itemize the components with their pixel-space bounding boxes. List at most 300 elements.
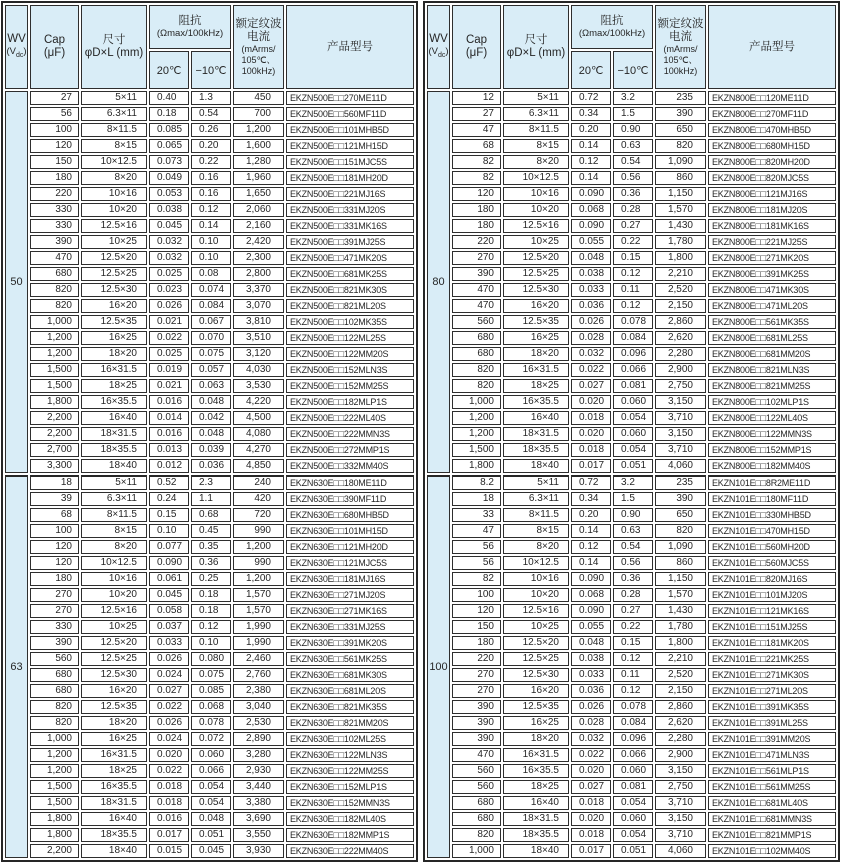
cell-capacitance: 1,500 — [30, 379, 79, 393]
cell-part-number: EKZN630E□□181MJ16S — [286, 572, 414, 586]
table-row — [427, 668, 836, 682]
cell-impedance-20c: 0.026 — [149, 652, 189, 666]
table-row — [5, 668, 414, 682]
cell-capacitance: 1,500 — [452, 443, 501, 457]
cell-capacitance: 18 — [452, 492, 501, 506]
cell-impedance-minus10c: 0.11 — [613, 668, 653, 682]
cell-capacitance: 390 — [30, 235, 79, 249]
cell-impedance-20c: 0.032 — [149, 235, 189, 249]
cell-ripple-current: 4,080 — [233, 427, 284, 441]
cell-part-number: EKZN630E□□102ML25S — [286, 732, 414, 746]
cell-impedance-20c: 0.019 — [149, 363, 189, 377]
cell-part-number: EKZN101E□□391ML25S — [708, 716, 836, 730]
cell-capacitance: 56 — [30, 107, 79, 121]
cell-part-number: EKZN630E□□122MLN3S — [286, 748, 414, 762]
cell-impedance-20c: 0.40 — [149, 91, 189, 105]
cell-ripple-current: 2,460 — [233, 652, 284, 666]
cell-impedance-minus10c: 0.054 — [191, 796, 231, 810]
cell-part-number: EKZN101E□□821MMP1S — [708, 828, 836, 842]
cell-impedance-20c: 0.14 — [571, 556, 611, 570]
cell-ripple-current: 2,890 — [233, 732, 284, 746]
cell-impedance-minus10c: 0.096 — [613, 347, 653, 361]
cell-size: 18×40 — [81, 844, 147, 858]
cell-size: 12.5×25 — [81, 652, 147, 666]
cell-capacitance: 27 — [452, 107, 501, 121]
cell-capacitance: 2,200 — [30, 844, 79, 858]
cell-capacitance: 560 — [452, 780, 501, 794]
cell-impedance-minus10c: 0.12 — [613, 267, 653, 281]
cell-size: 10×16 — [503, 187, 569, 201]
cell-ripple-current: 3,150 — [655, 764, 706, 778]
table-row — [5, 475, 414, 490]
cell-ripple-current: 2,280 — [655, 732, 706, 746]
table-row — [5, 540, 414, 554]
cell-ripple-current: 2,760 — [233, 668, 284, 682]
cell-ripple-current: 2,860 — [655, 700, 706, 714]
cell-capacitance: 270 — [30, 588, 79, 602]
cell-impedance-minus10c: 0.35 — [191, 540, 231, 554]
cell-capacitance: 1,200 — [452, 411, 501, 425]
cell-size: 16×35.5 — [503, 395, 569, 409]
cell-part-number: EKZN500E□□122MM20S — [286, 347, 414, 361]
cell-part-number: EKZN500E□□681MK25S — [286, 267, 414, 281]
cell-capacitance: 330 — [30, 203, 79, 217]
cell-ripple-current: 2,900 — [655, 748, 706, 762]
table-row — [5, 139, 414, 153]
cell-part-number: EKZN101E□□121MK16S — [708, 604, 836, 618]
cell-part-number: EKZN500E□□222ML40S — [286, 411, 414, 425]
cell-size: 12.5×30 — [81, 283, 147, 297]
cell-capacitance: 3,300 — [30, 459, 79, 473]
cell-size: 18×40 — [503, 459, 569, 473]
cell-impedance-minus10c: 0.36 — [613, 572, 653, 586]
cell-part-number: EKZN101E□□471MLN3S — [708, 748, 836, 762]
cell-impedance-20c: 0.033 — [571, 668, 611, 682]
cell-impedance-minus10c: 3.2 — [613, 91, 653, 105]
cell-impedance-minus10c: 2.3 — [191, 475, 231, 490]
table-row — [427, 347, 836, 361]
table-row — [427, 556, 836, 570]
cell-part-number: EKZN101E□□820MJ16S — [708, 572, 836, 586]
cell-impedance-minus10c: 0.28 — [613, 588, 653, 602]
cell-impedance-20c: 0.017 — [571, 459, 611, 473]
cell-impedance-minus10c: 0.048 — [191, 812, 231, 826]
cell-part-number: EKZN101E□□560MJC5S — [708, 556, 836, 570]
cell-ripple-current: 720 — [233, 508, 284, 522]
cell-capacitance: 12 — [452, 91, 501, 105]
cell-impedance-minus10c: 0.048 — [191, 395, 231, 409]
cell-impedance-minus10c: 0.042 — [191, 411, 231, 425]
cell-impedance-minus10c: 0.15 — [613, 251, 653, 265]
cell-impedance-20c: 0.20 — [571, 123, 611, 137]
table-row — [427, 379, 836, 393]
cell-ripple-current: 1,650 — [233, 187, 284, 201]
cell-size: 16×40 — [503, 796, 569, 810]
cell-part-number: EKZN800E□□391MK25S — [708, 267, 836, 281]
spec-table-right — [423, 1, 840, 862]
cell-part-number: EKZN500E□□121MH15D — [286, 139, 414, 153]
cell-part-number: EKZN500E□□222MMN3S — [286, 427, 414, 441]
table-row — [5, 620, 414, 634]
cell-impedance-minus10c: 0.054 — [613, 411, 653, 425]
table-row — [5, 492, 414, 506]
cell-capacitance: 470 — [452, 748, 501, 762]
cell-size: 5×11 — [81, 91, 147, 105]
cell-part-number: EKZN800E□□152MMP1S — [708, 443, 836, 457]
cell-capacitance: 120 — [452, 604, 501, 618]
cell-ripple-current: 3,710 — [655, 443, 706, 457]
cell-capacitance: 120 — [30, 540, 79, 554]
cell-size: 18×25 — [81, 764, 147, 778]
table-row — [5, 572, 414, 586]
cell-part-number: EKZN800E□□821MLN3S — [708, 363, 836, 377]
cell-impedance-minus10c: 0.084 — [191, 299, 231, 313]
cell-ripple-current: 240 — [233, 475, 284, 490]
cell-part-number: EKZN800E□□102MLP1S — [708, 395, 836, 409]
cell-impedance-20c: 0.12 — [571, 155, 611, 169]
cell-size: 12.5×35 — [81, 700, 147, 714]
cell-capacitance: 100 — [30, 524, 79, 538]
cell-impedance-minus10c: 0.078 — [613, 700, 653, 714]
table-row — [5, 379, 414, 393]
cell-part-number: EKZN800E□□820MH20D — [708, 155, 836, 169]
table-header — [427, 5, 836, 89]
table-row — [5, 363, 414, 377]
cell-ripple-current: 1,570 — [655, 588, 706, 602]
cell-size: 10×12.5 — [503, 556, 569, 570]
table-row — [5, 251, 414, 265]
table-row — [427, 652, 836, 666]
table-row — [5, 395, 414, 409]
table-row — [427, 812, 836, 826]
table-row — [427, 123, 836, 137]
cell-size: 10×16 — [81, 187, 147, 201]
header-wv-line1: WV — [429, 32, 448, 45]
cell-ripple-current: 390 — [655, 107, 706, 121]
cell-impedance-minus10c: 0.051 — [191, 828, 231, 842]
cell-size: 18×20 — [503, 347, 569, 361]
cell-impedance-20c: 0.055 — [571, 620, 611, 634]
cell-part-number: EKZN630E□□180ME11D — [286, 475, 414, 490]
cell-capacitance: 270 — [452, 684, 501, 698]
cell-impedance-minus10c: 0.10 — [191, 251, 231, 265]
cell-size: 12.5×20 — [503, 251, 569, 265]
header-capacitance: Cap (μF) — [452, 5, 501, 89]
cell-impedance-20c: 0.022 — [149, 700, 189, 714]
cell-capacitance: 680 — [452, 331, 501, 345]
table-row — [5, 267, 414, 281]
cell-impedance-minus10c: 0.075 — [191, 347, 231, 361]
cell-impedance-20c: 0.027 — [571, 780, 611, 794]
cell-capacitance: 390 — [452, 732, 501, 746]
cell-part-number: EKZN800E□□470MHB5D — [708, 123, 836, 137]
cell-part-number: EKZN800E□□122ML40S — [708, 411, 836, 425]
cell-part-number: EKZN630E□□681MK30S — [286, 668, 414, 682]
cell-impedance-minus10c: 0.096 — [613, 732, 653, 746]
cell-size: 12.5×30 — [503, 283, 569, 297]
table-row — [427, 411, 836, 425]
table-header — [5, 5, 414, 89]
cell-ripple-current: 1,280 — [233, 155, 284, 169]
cell-capacitance: 2,700 — [30, 443, 79, 457]
cell-size: 6.3×11 — [503, 492, 569, 506]
cell-size: 8×20 — [81, 171, 147, 185]
cell-part-number: EKZN101E□□271MK30S — [708, 668, 836, 682]
cell-impedance-20c: 0.090 — [571, 187, 611, 201]
table-row — [5, 171, 414, 185]
table-row — [427, 395, 836, 409]
cell-ripple-current: 1,600 — [233, 139, 284, 153]
cell-ripple-current: 650 — [655, 123, 706, 137]
cell-impedance-20c: 0.026 — [149, 299, 189, 313]
cell-ripple-current: 1,570 — [655, 203, 706, 217]
cell-size: 16×25 — [81, 732, 147, 746]
cell-capacitance: 220 — [452, 652, 501, 666]
table-row — [427, 620, 836, 634]
cell-size: 16×35.5 — [81, 780, 147, 794]
cell-part-number: EKZN500E□□331MJ20S — [286, 203, 414, 217]
cell-impedance-20c: 0.032 — [571, 347, 611, 361]
cell-impedance-minus10c: 0.54 — [613, 540, 653, 554]
cell-capacitance: 120 — [30, 556, 79, 570]
cell-capacitance: 180 — [452, 636, 501, 650]
cell-part-number: EKZN101E□□561MM25S — [708, 780, 836, 794]
header-part-number: 产品型号 — [286, 5, 414, 89]
cell-ripple-current: 3,710 — [655, 411, 706, 425]
cell-ripple-current: 2,210 — [655, 267, 706, 281]
cell-part-number: EKZN630E□□391MK20S — [286, 636, 414, 650]
cell-size: 16×25 — [503, 331, 569, 345]
header-impedance-20c: 20℃ — [149, 51, 189, 89]
table-row — [427, 299, 836, 313]
cell-impedance-20c: 0.020 — [571, 764, 611, 778]
cell-impedance-minus10c: 0.060 — [613, 812, 653, 826]
cell-ripple-current: 1,090 — [655, 540, 706, 554]
cell-voltage: 50 — [5, 91, 28, 473]
cell-capacitance: 47 — [452, 524, 501, 538]
cell-ripple-current: 1,150 — [655, 572, 706, 586]
cell-impedance-20c: 0.022 — [571, 748, 611, 762]
table-row — [427, 764, 836, 778]
cell-part-number: EKZN800E□□561MK35S — [708, 315, 836, 329]
cell-capacitance: 560 — [30, 652, 79, 666]
table-row — [427, 636, 836, 650]
cell-capacitance: 180 — [30, 572, 79, 586]
table-row — [427, 91, 836, 105]
cell-impedance-minus10c: 0.067 — [191, 315, 231, 329]
table-row — [5, 684, 414, 698]
table-row — [5, 123, 414, 137]
cell-ripple-current: 1,430 — [655, 219, 706, 233]
table-row — [427, 203, 836, 217]
table-row — [5, 716, 414, 730]
cell-size: 18×31.5 — [503, 812, 569, 826]
cell-impedance-minus10c: 0.070 — [191, 331, 231, 345]
cell-part-number: EKZN800E□□471MK30S — [708, 283, 836, 297]
cell-impedance-20c: 0.017 — [571, 844, 611, 858]
cell-impedance-minus10c: 0.56 — [613, 556, 653, 570]
cell-capacitance: 180 — [452, 219, 501, 233]
table-row — [5, 427, 414, 441]
cell-size: 16×31.5 — [81, 363, 147, 377]
cell-impedance-20c: 0.34 — [571, 107, 611, 121]
cell-impedance-minus10c: 0.28 — [613, 203, 653, 217]
cell-impedance-minus10c: 0.036 — [191, 459, 231, 473]
cell-impedance-minus10c: 1.3 — [191, 91, 231, 105]
cell-impedance-20c: 0.020 — [571, 812, 611, 826]
cell-impedance-20c: 0.038 — [149, 203, 189, 217]
cell-ripple-current: 3,550 — [233, 828, 284, 842]
cell-ripple-current: 2,930 — [233, 764, 284, 778]
cell-ripple-current: 390 — [655, 492, 706, 506]
cell-impedance-minus10c: 0.066 — [613, 748, 653, 762]
cell-part-number: EKZN500E□□221MJ16S — [286, 187, 414, 201]
cell-capacitance: 56 — [452, 540, 501, 554]
cell-ripple-current: 1,200 — [233, 123, 284, 137]
cell-impedance-minus10c: 0.10 — [191, 235, 231, 249]
cell-impedance-20c: 0.24 — [149, 492, 189, 506]
header-wv-unit: $(V_{dc})$ — [6, 45, 27, 59]
cell-part-number: EKZN500E□□122ML25S — [286, 331, 414, 345]
table-row — [5, 700, 414, 714]
cell-impedance-minus10c: 0.057 — [191, 363, 231, 377]
cell-impedance-20c: 0.027 — [149, 684, 189, 698]
cell-impedance-20c: 0.033 — [571, 283, 611, 297]
cell-part-number: EKZN500E□□102MK35S — [286, 315, 414, 329]
cell-part-number: EKZN630E□□561MK25S — [286, 652, 414, 666]
cell-capacitance: 330 — [30, 620, 79, 634]
cell-size: 18×31.5 — [81, 427, 147, 441]
cell-ripple-current: 2,280 — [655, 347, 706, 361]
cell-ripple-current: 1,200 — [233, 572, 284, 586]
cell-ripple-current: 1,960 — [233, 171, 284, 185]
cell-ripple-current: 1,090 — [655, 155, 706, 169]
cell-impedance-20c: 0.058 — [149, 604, 189, 618]
cell-part-number: EKZN630E□□271MK16S — [286, 604, 414, 618]
cell-impedance-20c: 0.026 — [149, 716, 189, 730]
table-row — [5, 331, 414, 345]
cell-size: 10×25 — [81, 235, 147, 249]
cell-impedance-minus10c: 0.45 — [191, 524, 231, 538]
cell-part-number: EKZN101E□□271ML20S — [708, 684, 836, 698]
cell-impedance-20c: 0.038 — [571, 652, 611, 666]
cell-ripple-current: 1,200 — [233, 540, 284, 554]
cell-impedance-minus10c: 0.22 — [613, 235, 653, 249]
cell-size: 12.5×25 — [503, 652, 569, 666]
cell-ripple-current: 1,570 — [233, 588, 284, 602]
cell-impedance-minus10c: 0.054 — [613, 796, 653, 810]
cell-impedance-minus10c: 0.074 — [191, 283, 231, 297]
cell-ripple-current: 1,570 — [233, 604, 284, 618]
cell-impedance-20c: 0.055 — [571, 235, 611, 249]
cell-size: 8×11.5 — [503, 123, 569, 137]
cell-impedance-minus10c: 0.90 — [613, 123, 653, 137]
cell-size: 8×15 — [81, 524, 147, 538]
table-row — [427, 267, 836, 281]
cell-impedance-minus10c: 0.051 — [613, 459, 653, 473]
cell-size: 6.3×11 — [81, 492, 147, 506]
cell-impedance-20c: 0.027 — [571, 379, 611, 393]
cell-impedance-20c: 0.14 — [571, 171, 611, 185]
cell-size: 6.3×11 — [503, 107, 569, 121]
cell-part-number: EKZN101E□□221MK25S — [708, 652, 836, 666]
cell-impedance-20c: 0.045 — [149, 219, 189, 233]
cell-impedance-minus10c: 0.22 — [613, 620, 653, 634]
cell-part-number: EKZN500E□□270ME11D — [286, 91, 414, 105]
table-row — [427, 572, 836, 586]
cell-size: 8×20 — [81, 540, 147, 554]
table-row — [427, 700, 836, 714]
cell-size: 12.5×35 — [503, 315, 569, 329]
cell-impedance-minus10c: 0.16 — [191, 187, 231, 201]
header-wv-line1: WV — [7, 32, 26, 45]
cell-size: 18×20 — [503, 732, 569, 746]
cell-capacitance: 270 — [452, 251, 501, 265]
cell-ripple-current: 2,420 — [233, 235, 284, 249]
cell-impedance-20c: 0.090 — [571, 219, 611, 233]
cell-size: 5×11 — [81, 475, 147, 490]
table-row — [427, 107, 836, 121]
cell-impedance-20c: 0.018 — [571, 828, 611, 842]
cell-ripple-current: 860 — [655, 556, 706, 570]
table-row — [427, 443, 836, 457]
cell-impedance-20c: 0.020 — [571, 395, 611, 409]
cell-part-number: EKZN500E□□821MK30S — [286, 283, 414, 297]
cell-ripple-current: 2,300 — [233, 251, 284, 265]
table-row — [5, 187, 414, 201]
cell-part-number: EKZN630E□□121MJC5S — [286, 556, 414, 570]
cell-impedance-minus10c: 3.2 — [613, 475, 653, 490]
cell-impedance-20c: 0.053 — [149, 187, 189, 201]
cell-part-number: EKZN630E□□821MM20S — [286, 716, 414, 730]
cell-impedance-20c: 0.024 — [149, 668, 189, 682]
cell-impedance-20c: 0.036 — [571, 684, 611, 698]
voltage-section — [427, 91, 836, 473]
cell-ripple-current: 3,710 — [655, 796, 706, 810]
cell-impedance-20c: 0.025 — [149, 267, 189, 281]
cell-part-number: EKZN800E□□181MJ20S — [708, 203, 836, 217]
cell-part-number: EKZN500E□□181MH20D — [286, 171, 414, 185]
cell-impedance-20c: 0.032 — [571, 732, 611, 746]
table-row — [5, 604, 414, 618]
cell-size: 16×35.5 — [503, 764, 569, 778]
cell-size: 18×35.5 — [503, 443, 569, 457]
table-row — [427, 235, 836, 249]
cell-capacitance: 27 — [30, 91, 79, 105]
table-row — [5, 780, 414, 794]
cell-part-number: EKZN500E□□331MK16S — [286, 219, 414, 233]
cell-capacitance: 220 — [452, 235, 501, 249]
cell-part-number: EKZN630E□□680MHB5D — [286, 508, 414, 522]
cell-impedance-minus10c: 0.078 — [191, 716, 231, 730]
cell-part-number: EKZN101E□□560MH20D — [708, 540, 836, 554]
cell-part-number: EKZN101E□□330MHB5D — [708, 508, 836, 522]
cell-size: 16×40 — [503, 411, 569, 425]
cell-ripple-current: 4,060 — [655, 844, 706, 858]
cell-impedance-minus10c: 0.060 — [191, 748, 231, 762]
cell-part-number: EKZN800E□□221MJ25S — [708, 235, 836, 249]
cell-size: 10×16 — [81, 572, 147, 586]
cell-capacitance: 1,000 — [30, 732, 79, 746]
cell-size: 12.5×35 — [503, 700, 569, 714]
cell-impedance-minus10c: 0.26 — [191, 123, 231, 137]
table-row — [427, 283, 836, 297]
cell-impedance-20c: 0.021 — [149, 315, 189, 329]
cell-impedance-20c: 0.014 — [149, 411, 189, 425]
cell-capacitance: 820 — [452, 379, 501, 393]
cell-impedance-20c: 0.085 — [149, 123, 189, 137]
cell-size: 10×12.5 — [81, 556, 147, 570]
